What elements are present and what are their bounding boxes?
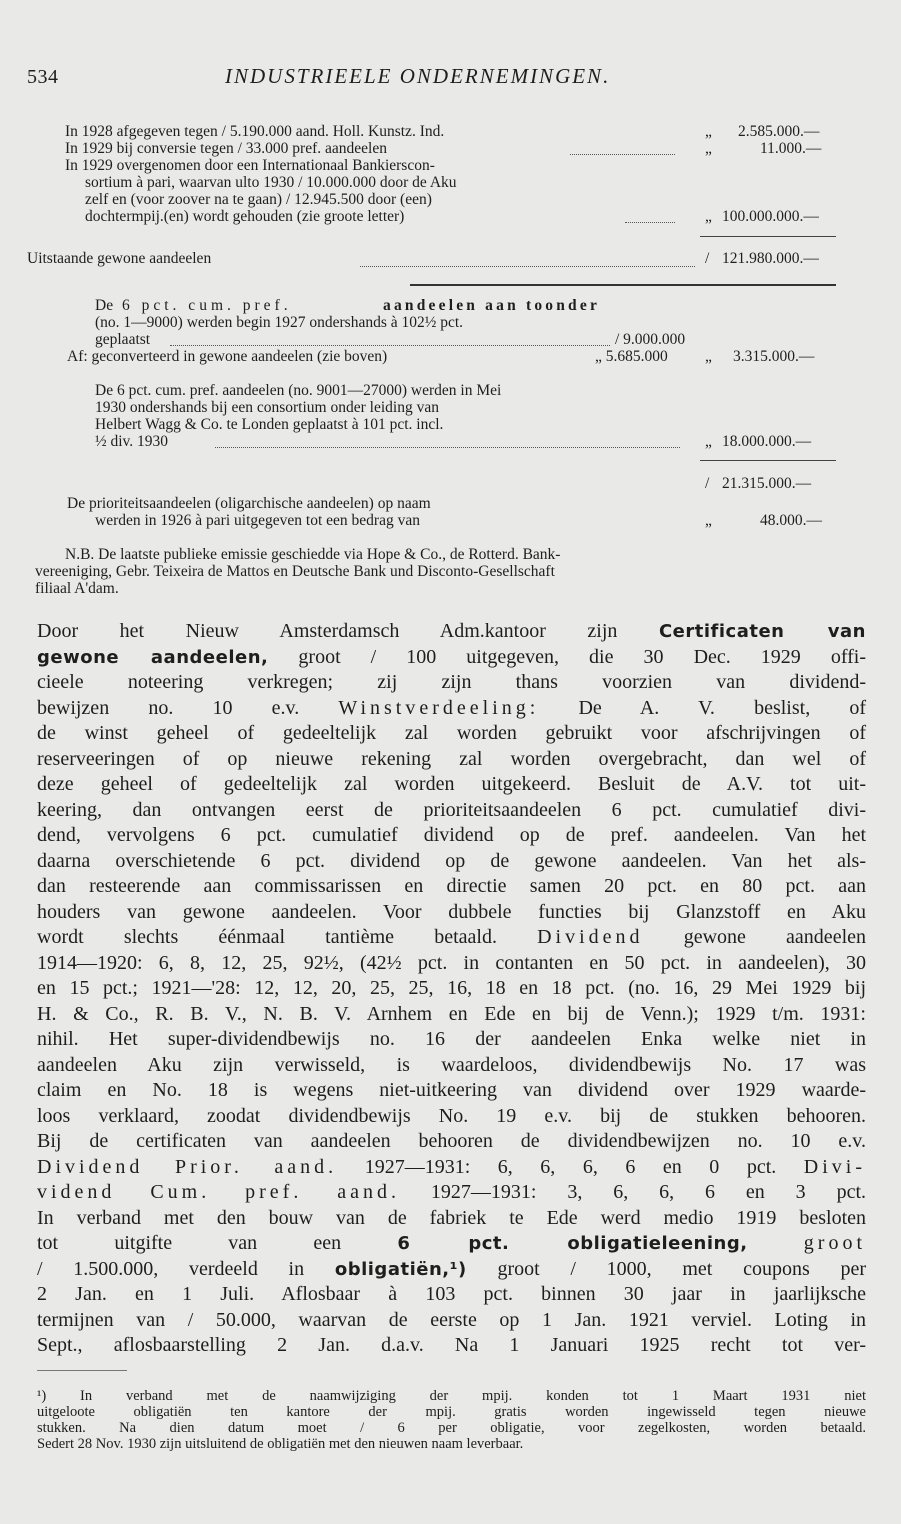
body-line: 1914—1920: 6, 8, 12, 25, 92½, (42½ pct. in contanten en 50 pct. in aandeelen), 30 <box>37 952 866 974</box>
body-line: deze geheel of gedeeltelijk zal worden uitgekeerd. Besluit de A.V. tot uit- <box>37 773 866 795</box>
body-line: en 15 pct.; 1921—'28: 12, 12, 20, 25, 25, 16, 18 en 18 pct. (no. 16, 29 Mei 1929 bij <box>37 977 866 999</box>
body-line: Bij de certificaten van aandeelen behooren de dividendbewijzen no. 10 e.v. <box>37 1130 866 1152</box>
ledger-row-1-cur: „ <box>705 123 712 140</box>
section-rule <box>410 284 836 286</box>
spaced-term: Divi- <box>803 1156 867 1178</box>
outstanding-cur: / <box>705 250 710 267</box>
pref1-de: De <box>95 297 114 314</box>
pref-total-amount: 21.315.000.— <box>722 475 812 492</box>
leader-dots <box>360 266 695 267</box>
sum-rule <box>700 236 836 237</box>
pref2-line: 1930 ondershands bij een consortium onder leiding van <box>95 399 439 416</box>
ledger-row-1-amount: 2.585.000.— <box>738 123 820 140</box>
body-line: Sept., aflosbaarstelling 2 Jan. d.a.v. Na 1 Januari 1925 recht tot ver- <box>37 1334 866 1356</box>
body-line: 2 Jan. en 1 Juli. Aflosbaar à 103 pct. binnen 30 jaar in jaarlijksche <box>37 1283 866 1305</box>
pref1-cur: „ <box>705 348 712 365</box>
spaced-term: groot <box>803 1232 867 1254</box>
spaced-term: vidend Cum. pref. aand. <box>37 1181 400 1203</box>
ledger-row-3-cur: „ <box>705 208 712 225</box>
outstanding-label: Uitstaande gewone aandeelen <box>27 250 212 267</box>
priority-line: De prioriteitsaandeelen (oligarchische aandeelen) op naam <box>67 495 431 512</box>
body-line: daarna overschietende 6 pct. dividend op de gewone aandeelen. Van het als- <box>37 850 866 872</box>
priority-line: werden in 1926 à pari uitgegeven tot een bedrag van <box>95 512 420 529</box>
bold-term: gewone aandeelen, <box>37 647 269 668</box>
ledger-row-2-cur: „ <box>705 140 712 157</box>
ledger-row-3-line: In 1929 overgenomen door een Internationaal Bankierscon- <box>65 157 435 174</box>
footnote-line: Sedert 28 Nov. 1930 zijn uitsluitend de obligatiën met den nieuwen naam leverbaar. <box>37 1436 524 1452</box>
ledger-row-2: In 1929 bij conversie tegen / 33.000 pref. aandeelen <box>65 140 387 157</box>
spaced-term: Dividend <box>537 926 644 948</box>
footnote-line: stukken. Na dien datum moet / 6 per obligatie, voor zegelkosten, worden betaald. <box>37 1420 866 1436</box>
pref2-amount: 18.000.000.— <box>722 433 812 450</box>
body-line: de winst geheel of gedeeltelijk zal worden gebruikt voor afschrijvingen of <box>37 722 866 744</box>
leader-dots <box>570 154 675 155</box>
ledger-row-3-amount: 100.000.000.— <box>722 208 819 225</box>
nb-line: vereeniging, Gebr. Teixeira de Mattos en Deutsche Bank und Disconto-Gesellschaft <box>35 563 555 580</box>
pref1-net: 3.315.000.— <box>733 348 815 365</box>
body-line: keering, dan ontvangen eerst de prioriteitsaandeelen 6 pct. cumulatief divi- <box>37 799 866 821</box>
body-line: wordt slechts éénmaal tantième betaald. Dividend gewone aandeelen <box>37 926 866 948</box>
page-number: 534 <box>27 66 59 88</box>
pref2-line: De 6 pct. cum. pref. aandeelen (no. 9001—27000) werden in Mei <box>95 382 502 399</box>
body-line: In verband met den bouw van de fabriek te Ede werd medio 1919 besloten <box>37 1207 866 1229</box>
pref2-line: Helbert Wagg & Co. te Londen geplaatst à 101 pct. incl. <box>95 416 444 433</box>
body-line: vidend Cum. pref. aand. 1927—1931: 3, 6, 6, 6 en 3 pct. <box>37 1181 867 1203</box>
priority-amount: 48.000.— <box>760 512 822 529</box>
footnote-line: ¹) In verband met de naamwijziging der mpij. konden tot 1 Maart 1931 niet <box>37 1388 866 1404</box>
body-line: bewijzen no. 10 e.v. Winstverdeeling: De A. V. beslist, of <box>37 697 867 719</box>
sum-rule <box>700 460 836 461</box>
ledger-row-3-line: zelf en (voor zoover na te gaan) / 12.945.500 door (een) <box>85 191 432 208</box>
body-line: dend, vervolgens 6 pct. cumulatief dividend op de pref. aandeelen. Van het <box>37 824 866 846</box>
leader-dots <box>625 222 675 223</box>
pref1-conv: „ 5.685.000 <box>595 348 668 365</box>
body-line: aandeelen Aku zijn verwisseld, is waardeloos, dividendbewijs No. 17 was <box>37 1054 866 1076</box>
pref1-heading: aandeelen aan toonder <box>383 297 601 314</box>
pref2-last: ½ div. 1930 <box>95 433 169 450</box>
body-line: tot uitgifte van een 6 pct. obligatieleening, groot <box>37 1232 867 1254</box>
body-line: nihil. Het super-dividendbewijs no. 16 der aandeelen Enka welke niet in <box>37 1028 866 1050</box>
pref1-line: (no. 1—9000) werden begin 1927 ondershands à 102½ pct. <box>95 314 464 331</box>
outstanding-amount: 121.980.000.— <box>722 250 819 267</box>
body-line: gewone aandeelen, groot / 100 uitgegeven, die 30 Dec. 1929 offi- <box>37 646 867 668</box>
ledger-row-3-line: sortium à pari, waarvan ulto 1930 / 10.000.000 door de Aku <box>85 174 457 191</box>
body-line: H. & Co., R. B. V., N. B. V. Arnhem en Ede en bij de Venn.); 1929 t/m. 1931: <box>37 1003 866 1025</box>
body-line: / 1.500.000, verdeeld in obligatiën,¹) groot / 1000, met coupons per <box>37 1258 866 1280</box>
ledger-row-2-amount: 11.000.— <box>760 140 822 157</box>
body-line: Door het Nieuw Amsterdamsch Adm.kantoor zijn Certificaten van <box>37 620 866 642</box>
bold-term: Certificaten van <box>658 621 866 642</box>
body-line: Dividend Prior. aand. 1927—1931: 6, 6, 6, 6 en 0 pct. Divi- <box>37 1156 867 1178</box>
running-title: INDUSTRIEELE ONDERNEMINGEN. <box>225 64 611 88</box>
footnote-rule <box>37 1370 127 1371</box>
body-line: claim en No. 18 is wegens niet-uitkeering van dividend over 1929 waarde- <box>37 1079 866 1101</box>
body-line: reserveeringen of op nieuwe rekening zal worden overgebracht, dan wel of <box>37 748 866 770</box>
body-line: dan resteerende aan commissarissen en directie samen 20 pct. en 80 pct. aan <box>37 875 866 897</box>
body-line: houders van gewone aandeelen. Voor dubbele functies bij Glanzstoff en Aku <box>37 901 866 923</box>
footnote-line: uitgeloote obligatiën ten kantore der mpij. gratis worden ingewisseld tegen nieuwe <box>37 1404 866 1420</box>
pref1-line: Af: geconverteerd in gewone aandeelen (zie boven) <box>67 348 388 365</box>
nb-line: N.B. De laatste publieke emissie geschiedde via Hope & Co., de Rotterd. Bank- <box>65 546 561 563</box>
pref1-type: 6 pct. cum. pref. <box>122 297 292 314</box>
body-line: loos verklaard, zoodat dividendbewijs No. 19 e.v. bij de stukken behooren. <box>37 1105 866 1127</box>
nb-line: filiaal A'dam. <box>35 580 119 597</box>
pref2-cur: „ <box>705 433 712 450</box>
body-line: termijnen van / 50.000, waarvan de eerste op 1 Jan. 1921 verviel. Loting in <box>37 1309 866 1331</box>
ledger-row-1: In 1928 afgegeven tegen / 5.190.000 aand. Holl. Kunstz. Ind. <box>65 123 445 140</box>
leader-dots <box>170 345 610 346</box>
pref1-line: geplaatst <box>95 331 151 348</box>
leader-dots <box>215 447 680 448</box>
body-line: cieele noteering verkregen; zij zijn thans voorzien van dividend- <box>37 671 866 693</box>
bold-term: obligatiën,¹) <box>334 1259 467 1280</box>
priority-cur: „ <box>705 512 712 529</box>
bold-term: 6 pct. obligatieleening, <box>397 1233 748 1254</box>
spaced-term: Winstverdeeling: <box>338 697 540 719</box>
pref-total-cur: / <box>705 475 710 492</box>
pref1-amount: / 9.000.000 <box>615 331 686 348</box>
spaced-term: Dividend Prior. aand. <box>37 1156 338 1178</box>
ledger-row-3-last: dochtermpij.(en) wordt gehouden (zie groote letter) <box>85 208 405 225</box>
